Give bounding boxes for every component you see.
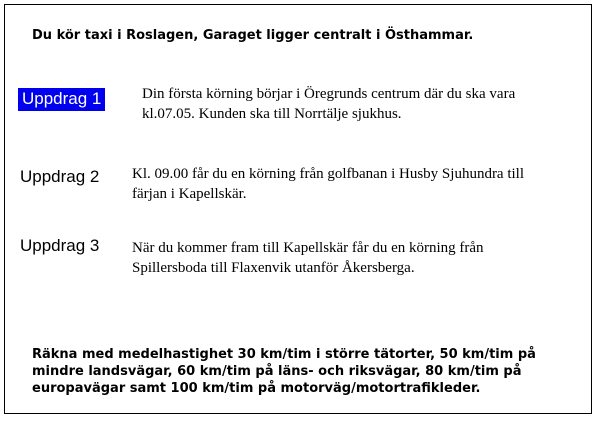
assignment-1-line-2: kl.07.05. Kunden ska till Norrtälje sjukhus. [142,106,402,122]
intro-text: Du kör taxi i Roslagen, Garaget ligger centralt i Östhammar. [32,28,474,43]
assignment-2-line-2: färjan i Kapellskär. [132,186,247,202]
assignment-1-label[interactable]: Uppdrag 1 [18,88,105,111]
assignment-3-line-1: När du kommer fram till Kapellskär får du en körning från [132,240,484,256]
assignment-3-label[interactable]: Uppdrag 3 [20,236,100,255]
speed-instructions [32,346,572,397]
assignment-3-description [132,238,484,278]
assignment-2-line-1: Kl. 09.00 får du en körning från golfbanan i Husby Sjuhundra till [132,166,525,182]
assignment-2-label[interactable]: Uppdrag 2 [20,167,100,186]
assignment-1-description [142,84,515,124]
speed-instructions-line-3: europavägar samt 100 km/tim på motorväg/motortrafikleder. [32,381,481,396]
speed-instructions-line-2: mindre landsvägar, 60 km/tim på läns- och riksvägar, 80 km/tim på [32,364,522,379]
speed-instructions-line-1: Räkna med medelhastighet 30 km/tim i större tätorter, 50 km/tim på [32,347,536,362]
assignment-1-line-1: Din första körning börjar i Öregrunds centrum där du ska vara [142,86,516,102]
assignment-3-line-2: Spillersboda till Flaxenvik utanför Åkersberga. [132,260,415,276]
assignment-2-description [132,164,524,204]
